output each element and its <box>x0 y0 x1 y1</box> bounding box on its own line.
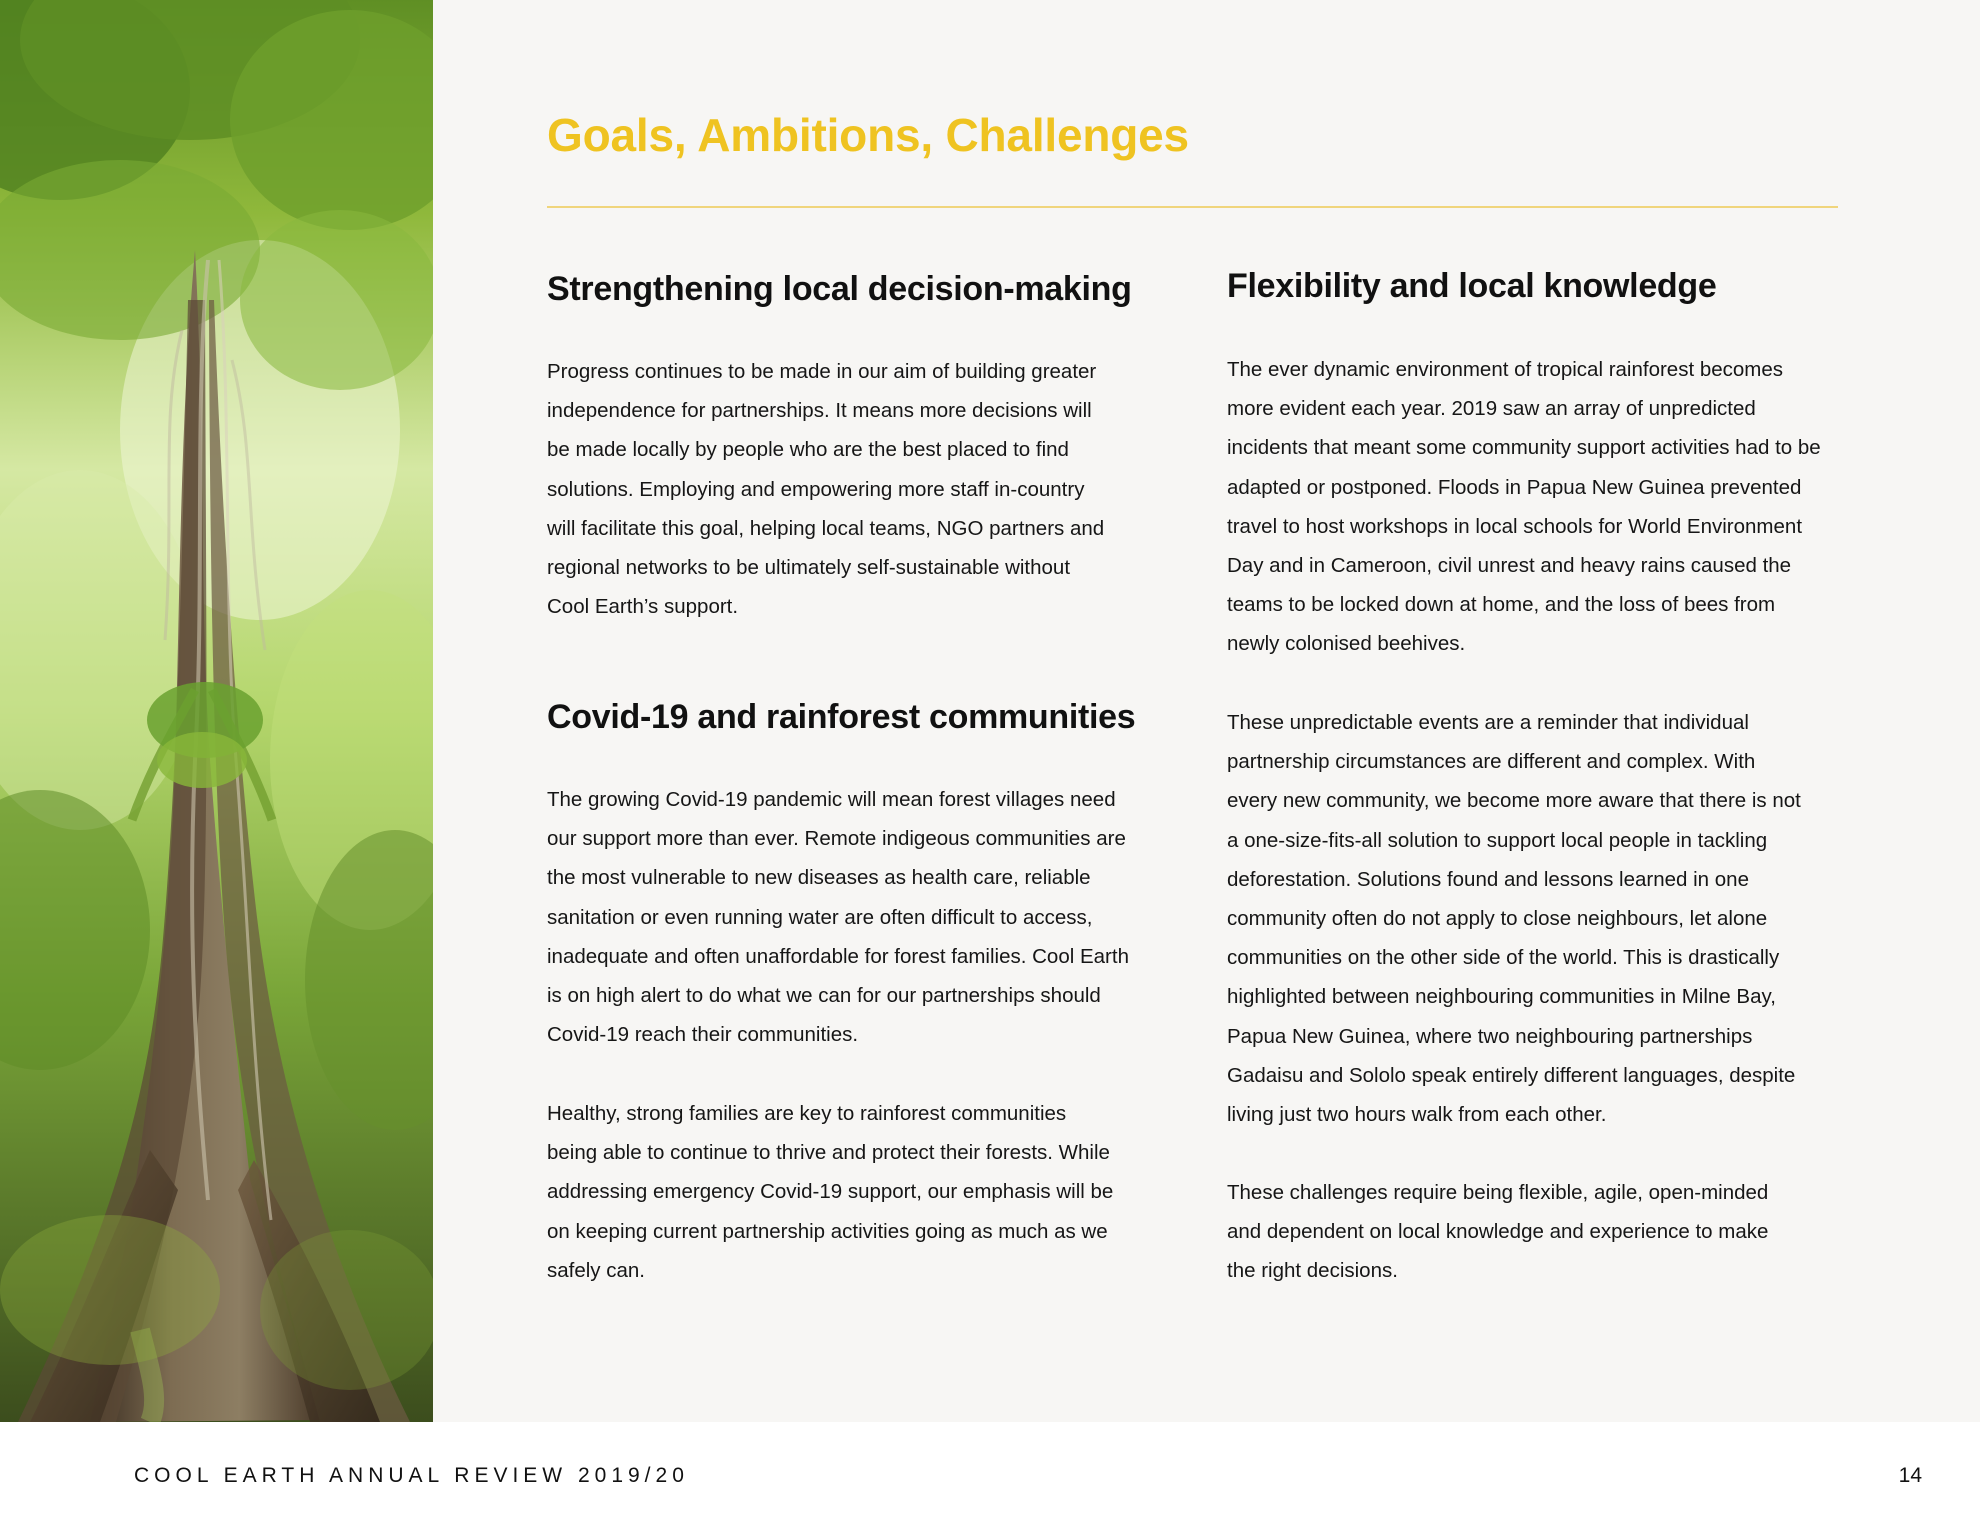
text-line: our support more than ever. Remote indigeous communities are <box>547 827 1126 851</box>
heading-flexibility-and-local-knowledge: Flexibility and local knowledge <box>1227 267 1717 305</box>
text-line: be made locally by people who are the best placed to find <box>547 438 1069 462</box>
text-line: solutions. Employing and empowering more staff in-country <box>547 477 1085 501</box>
paragraph-strengthening-local-decision-making <box>547 352 1167 626</box>
paragraph-dynamic-environment <box>1227 350 1847 664</box>
text-line: teams to be locked down at home, and the loss of bees from <box>1227 593 1776 617</box>
text-line: every new community, we become more aware that there is not <box>1227 789 1801 813</box>
text-line: These unpredictable events are a reminder that individual <box>1227 711 1749 734</box>
text-line: regional networks to be ultimately self-sustainable without <box>547 556 1071 580</box>
text-line: incidents that meant some community support activities had to be <box>1227 436 1821 460</box>
text-line: Papua New Guinea, where two neighbouring partnerships <box>1227 1024 1753 1048</box>
text-line: deforestation. Solutions found and lessons learned in one <box>1227 867 1749 891</box>
heading-covid-19-and-rainforest-communities: Covid-19 and rainforest communities <box>547 698 1136 736</box>
paragraph-challenges-require-flexibility <box>1227 1173 1847 1291</box>
text-line: living just two hours walk from each other. <box>1227 1103 1607 1127</box>
text-line: These challenges require being flexible, agile, open-minded <box>1227 1181 1769 1204</box>
text-line: partnership circumstances are different and complex. With <box>1227 750 1756 774</box>
page-title: Goals, Ambitions, Challenges <box>547 109 1189 161</box>
text-line: the right decisions. <box>1227 1259 1398 1283</box>
paragraph-covid-19-pandemic <box>547 780 1167 1054</box>
text-line: communities on the other side of the world. This is drastically <box>1227 946 1780 970</box>
rainforest-photo <box>0 0 433 1422</box>
text-line: a one-size-fits-all solution to support local people in tackling <box>1227 828 1768 852</box>
text-line: will facilitate this goal, helping local teams, NGO partners and <box>547 516 1105 540</box>
paragraph-healthy-strong-families <box>547 1094 1167 1290</box>
text-line: more evident each year. 2019 saw an array of unpredicted <box>1227 397 1756 421</box>
text-line: on keeping current partnership activities going as much as we <box>547 1219 1108 1243</box>
text-line: addressing emergency Covid-19 support, our emphasis will be <box>547 1180 1114 1204</box>
text-line: independence for partnerships. It means more decisions will <box>547 399 1092 423</box>
heading-strengthening-local-decision-making: Strengthening local decision-making <box>547 270 1132 308</box>
text-line: newly colonised beehives. <box>1227 632 1466 656</box>
text-line: Healthy, strong families are key to rainforest communities <box>547 1102 1067 1125</box>
text-line: community often do not apply to close neighbours, let alone <box>1227 907 1768 931</box>
text-line: the most vulnerable to new diseases as health care, reliable <box>547 866 1091 890</box>
footer-title: COOL EARTH ANNUAL REVIEW 2019/20 <box>134 1464 689 1487</box>
text-line: is on high alert to do what we can for our partnerships should <box>547 984 1101 1008</box>
text-line: highlighted between neighbouring communities in Milne Bay, <box>1227 985 1776 1009</box>
text-line: adapted or postponed. Floods in Papua New Guinea prevented <box>1227 475 1802 499</box>
text-line: and dependent on local knowledge and experience to make <box>1227 1220 1769 1244</box>
text-line: safely can. <box>547 1258 645 1282</box>
text-line: Progress continues to be made in our aim of building greater <box>547 360 1097 383</box>
text-line: sanitation or even running water are often difficult to access, <box>547 905 1093 929</box>
text-line: The ever dynamic environment of tropical rainforest becomes <box>1227 358 1784 381</box>
text-line: Gadaisu and Sololo speak entirely different languages, despite <box>1227 1063 1796 1087</box>
text-line: travel to host workshops in local schools for World Environment <box>1227 514 1803 538</box>
text-line: Cool Earth’s support. <box>547 595 739 619</box>
text-line: Covid-19 reach their communities. <box>547 1023 859 1047</box>
text-line: Day and in Cameroon, civil unrest and heavy rains caused the <box>1227 554 1792 578</box>
title-divider <box>547 206 1838 208</box>
rainforest-illustration <box>0 0 433 1422</box>
text-line: inadequate and often unaffordable for forest families. Cool Earth <box>547 944 1129 968</box>
text-line: The growing Covid-19 pandemic will mean forest villages need <box>547 788 1116 811</box>
paragraph-unpredictable-events <box>1227 703 1847 1134</box>
page-number: 14 <box>1898 1464 1922 1487</box>
text-line: being able to continue to thrive and protect their forests. While <box>547 1141 1110 1165</box>
